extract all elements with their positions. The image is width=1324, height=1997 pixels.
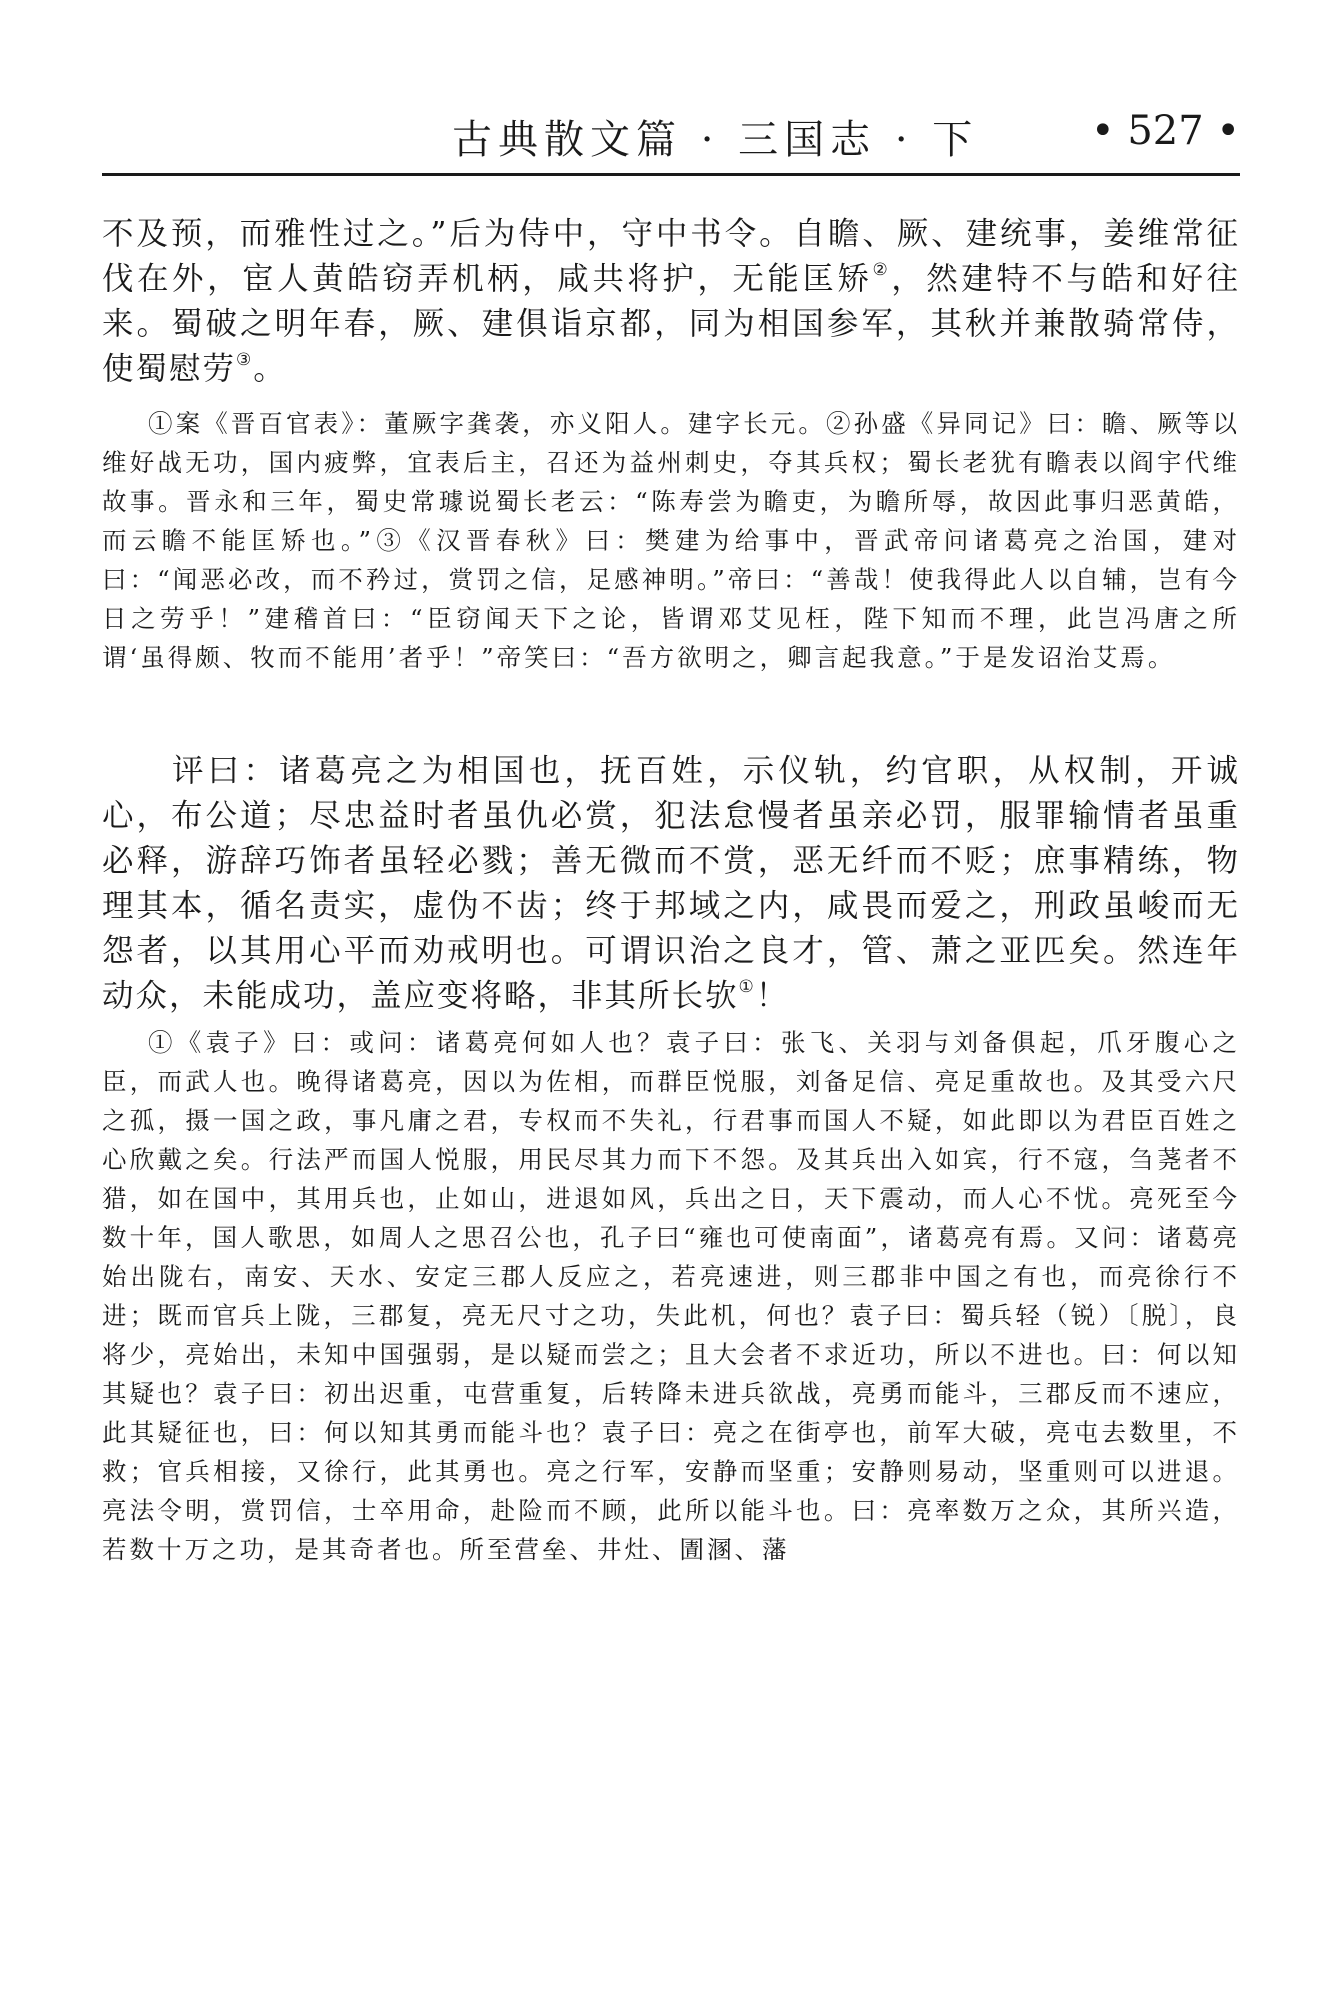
page-number: • 527 • <box>1091 108 1240 154</box>
main-text: 评曰：诸葛亮之为相国也，抚百姓，示仪轨，约官职，从权制，开诚心，布公道；尽忠益时者虽仇必赏，犯法怠慢者虽亲必罚，服罪输情者虽重必释，游辞巧饰者虽轻必戮；善无微而不赏，恶无纤而不贬；庶事精练，物理其本，循名责实，虚伪不齿；终于邦域之内，咸畏而爱之，刑政虽峻而无怨者，以其用心平而劝戒明也。可谓识治之良才，管、萧之亚匹矣。然连年动众，未能成功，盖应变将略，非其所长欤 <box>102 753 1240 1014</box>
main-paragraph-2 <box>102 749 1240 1019</box>
footnote-ref: ③ <box>236 350 254 370</box>
running-header <box>102 108 1240 176</box>
page-content <box>102 212 1240 1569</box>
annotation-1: ①案《晋百官表》：董厥字龚袭，亦义阳人。建字长元。②孙盛《异同记》曰：瞻、厥等以维好战无功，国内疲弊，宜表后主，召还为益州刺史，夺其兵权；蜀长老犹有瞻表以阎宇代维故事。晋永和三年，蜀史常璩说蜀长老云：“陈寿尝为瞻吏，为瞻所辱，故因此事归恶黄皓，而云瞻不能匡矫也。”③《汉晋春秋》曰：樊建为给事中，晋武帝问诸葛亮之治国，建对曰：“闻恶必改，而不矜过，赏罚之信，足感神明。”帝曰：“善哉！使我得此人以自辅，岂有今日之劳乎！”建稽首曰：“臣窃闻天下之论，皆谓邓艾见枉，陛下知而不理，此岂冯唐之所谓‘虽得颇、牧而不能用’者乎！”帝笑曰：“吾方欲明之，卿言起我意。”于是发诏治艾焉。 <box>102 409 1240 672</box>
main-text: ，然建特不与皓和好往来。蜀破之明年春，厥、建俱诣京都，同为相国参军，其秋并兼散骑常侍，使蜀慰劳 <box>102 261 1240 387</box>
main-paragraph-1 <box>102 212 1240 392</box>
main-text: 。 <box>253 351 287 387</box>
header-title: 古典散文篇 · 三国志 · 下 <box>452 117 979 163</box>
main-text: ！ <box>755 978 790 1014</box>
annotation-2: ①《袁子》曰：或问：诸葛亮何如人也？袁子曰：张飞、关羽与刘备俱起，爪牙腹心之臣，而武人也。晚得诸葛亮，因以为佐相，而群臣悦服，刘备足信、亮足重故也。及其受六尺之孤，摄一国之政，事凡庸之君，专权而不失礼，行君事而国人不疑，如此即以为君臣百姓之心欣戴之矣。行法严而国人悦服，用民尽其力而下不怨。及其兵出入如宾，行不寇，刍荛者不猎，如在国中，其用兵也，止如山，进退如风，兵出之日，天下震动，而人心不忧。亮死至今数十年，国人歌思，如周人之思召公也，孔子曰“雍也可使南面”，诸葛亮有焉。又问：诸葛亮始出陇右，南安、天水、安定三郡人反应之，若亮速进，则三郡非中国之有也，而亮徐行不进；既而官兵上陇，三郡复，亮无尺寸之功，失此机，何也？袁子曰：蜀兵轻（锐）〔脱〕，良将少，亮始出，未知中国强弱，是以疑而尝之；且大会者不求近功，所以不进也。曰：何以知其疑也？袁子曰：初出迟重，屯营重复，后转降未进兵欲战，亮勇而能斗，三郡反而不速应，此其疑征也，曰：何以知其勇而能斗也？袁子曰：亮之在街亭也，前军大破，亮屯去数里，不救；官兵相接，又徐行，此其勇也。亮之行军，安静而坚重；安静则易动，坚重则可以进退。亮法令明，赏罚信，士卒用命，赴险而不顾，此所以能斗也。曰：亮率数万之众，其所兴造，若数十万之功，是其奇者也。所至营垒、井灶、圊溷、藩 <box>102 1028 1240 1564</box>
header-rule <box>102 173 1240 176</box>
main-text: 不及预，而雅性过之。”后为侍中，守中书令。自瞻、厥、建统事，姜维常征伐在外，宦人黄皓窃弄机柄，咸共将护，无能匡矫 <box>102 216 1240 297</box>
footnote-ref: ① <box>738 977 756 997</box>
footnote-ref: ② <box>872 260 892 280</box>
